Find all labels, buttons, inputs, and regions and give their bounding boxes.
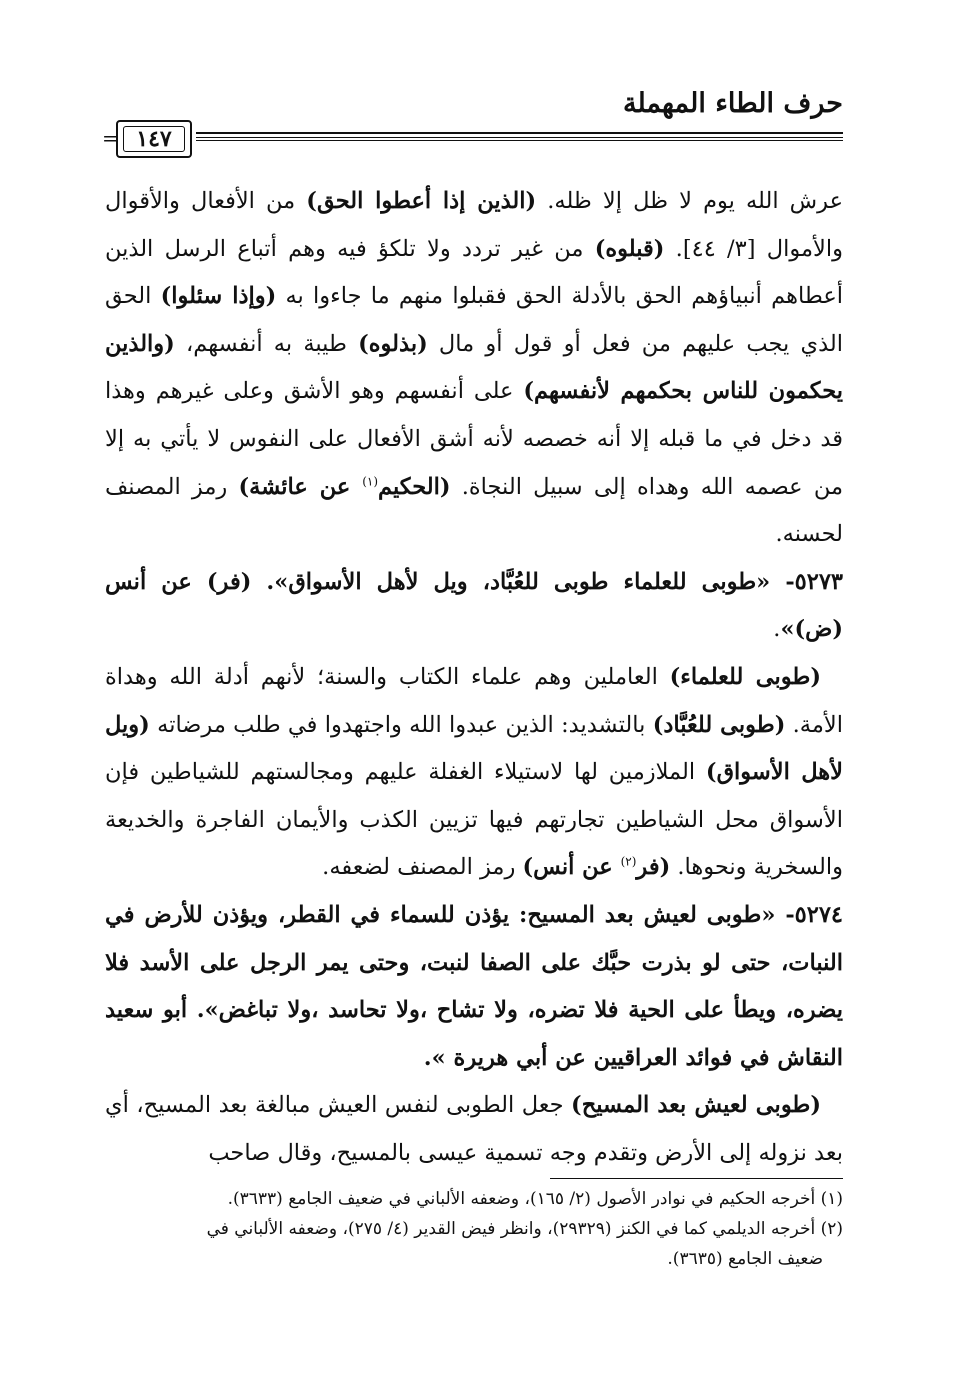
page-number-ornament: = bbox=[102, 126, 119, 150]
page-number-frame bbox=[116, 120, 192, 158]
main-text bbox=[105, 178, 843, 1177]
footnote-separator bbox=[550, 1178, 843, 1179]
footnote-2-continuation: ضعيف الجامع (٣٦٣٥). bbox=[667, 1249, 823, 1269]
header-rule-thin bbox=[196, 140, 843, 141]
footnote-1: (١) أخرجه الحكيم في نوادر الأصول (٢/ ١٦٥)، وضعفه الألباني في ضعيف الجامع (٣٦٣٣). bbox=[227, 1189, 843, 1209]
header-rule bbox=[196, 132, 843, 138]
footnote-ref-1: (١) bbox=[362, 474, 379, 489]
page-number: ١٤٧ bbox=[136, 126, 172, 152]
hadith-5273: ٥٢٧٣- «طوبى للعلماء طوبى للعُبَّاد، ويل لأهل الأسواق». (فر) عن أنس (ض)». bbox=[105, 568, 843, 643]
hadith-5274: ٥٢٧٤- «طوبى لعيش بعد المسيح: يؤذن للسماء في القطر، ويؤذن للأرض في النبات، حتى لو بذرت حبَّك على الصفا لنبت، وحتى يمر الرجل على الأسد فلا يضره، ويطأ على الحية فلا تضره، ولا تشاح ،ولا تحاسد ،ولا تباغض». أبو سعيد النقاش في فوائد العراقيين عن أبي هريرة ». bbox=[105, 901, 843, 1071]
commentary-paragraph-1: عرش الله يوم لا ظل إلا ظله. (الذين إذا أعطوا الحق) من الأفعال والأقوال والأموال [٣/ ٤٤]. (قبلوه) من غير تردد ولا تلكؤ فيه وهم أتباع الرسل الذين أعطاهم أنبياؤهم الحق بالأدلة الحق فقبلوا منهم ما جاءوا به (وإذا سئلوا) الحق الذي يجب عليهم من فعل أو قول أو مال (بذلوه) طيبة به أنفسهم، (والذين يحكمون للناس بحكمهم لأنفسهم) على أنفسهم وهو الأشق وعلى غيرهم وهذا قد دخل في ما قبله إلا أنه خصصه لأنه أشق الأفعال على النفوس لا يأتي به إلا من عصمه الله وهداه إلى سبيل النجاة. (الحكيم$^{(١)}$ عن عائشة) رمز المصنف لحسنه. bbox=[105, 188, 844, 548]
footnotes bbox=[105, 1184, 843, 1274]
commentary-paragraph-3: (طوبى لعيش بعد المسيح) جعل الطوبى لنفس العيش مبالغة بعد المسيح، أي بعد نزوله إلى الأرض وتقدم وجه تسمية عيسى بالمسيح، وقال صاحب bbox=[105, 1092, 843, 1166]
chapter-title: حرف الطاء المهملة bbox=[623, 88, 843, 119]
commentary-paragraph-2: (طوبى للعلماء) العاملين وهم علماء الكتاب والسنة؛ لأنهم أدلة الله وهداة الأمة. (طوبى للعُبَّاد) بالتشديد: الذين عبدوا الله واجتهدوا في طلب مرضاته (ويل لأهل الأسواق) الملازمين لها لاستيلاء الغفلة عليهم ومجالستهم للشياطين فإن الأسواق محل الشياطين تجارتهم فيها تزيين الكذب والأيمان الفاجرة والخديعة والسخرية ونحوها. (فر$^{(٢)}$ عن أنس) رمز المصنف لضعفه. bbox=[105, 663, 844, 881]
footnote-ref-2: (٢) bbox=[620, 854, 637, 869]
footnote-2: (٢) أخرجه الديلمي كما في الكنز (٢٩٣٢٩)، وانظر فيض القدير (٤/ ٢٧٥)، وضعفه الألباني في bbox=[206, 1219, 843, 1239]
